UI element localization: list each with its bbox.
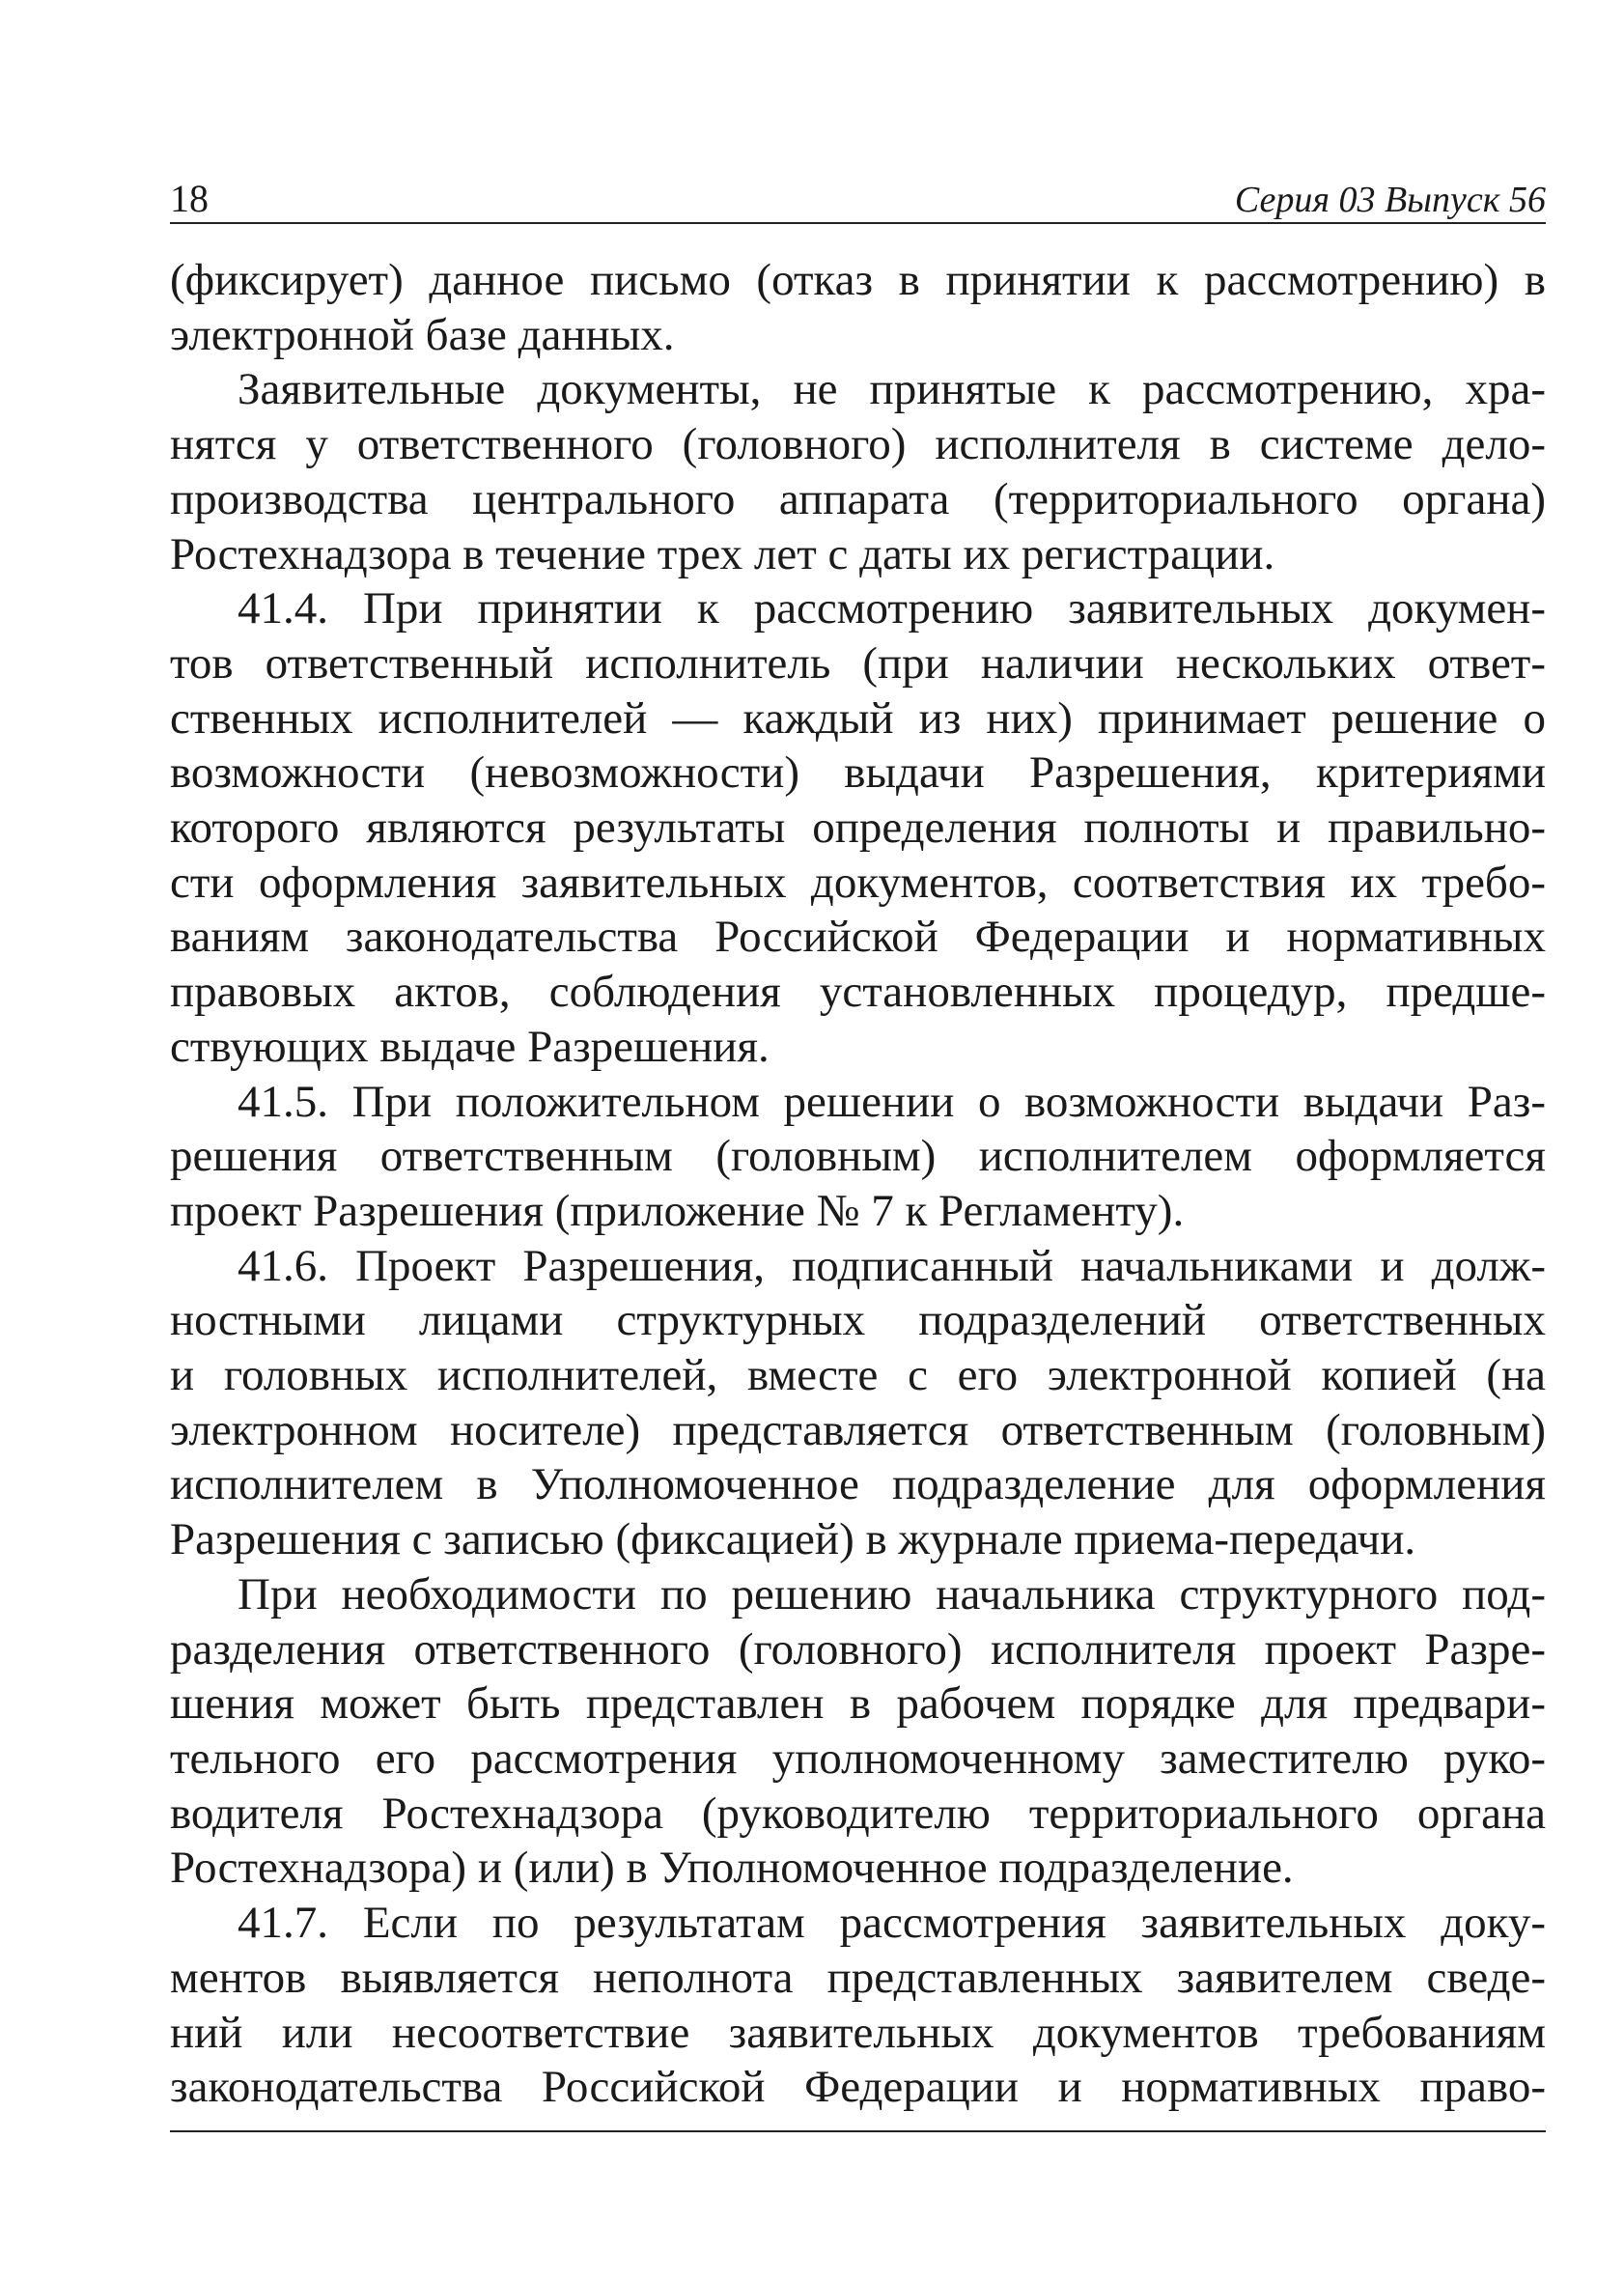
page-header [170,172,1546,224]
body-text [170,253,1546,2115]
text-line: 41.4. При принятии к рассмотрению заявительных докумен- [238,583,1546,634]
page-number: 18 [170,177,209,220]
text-line: (фиксирует) данное письмо (отказ в принятии к рассмотрению) в [170,255,1546,305]
text-line: сти оформления заявительных документов, соответствия их требо- [170,857,1546,908]
text-line: решения ответственным (головным) исполнителем оформляется [170,1131,1546,1182]
text-line: При необходимости по решению начальника структурного под- [238,1568,1546,1619]
text-line: Ростехнадзора в течение трех лет с даты их регистрации. [170,528,1275,579]
text-line: и головных исполнителей, вместе с его электронной копией (на [170,1350,1546,1401]
text-line: проект Разрешения (приложение № 7 к Регламенту). [170,1185,1185,1236]
text-line: электронном носителе) представляется ответственным (головным) [170,1404,1546,1455]
text-line: производства центрального аппарата (территориального органа) [170,473,1546,524]
footer-rule [170,2130,1546,2132]
text-line: разделения ответственного (головного) исполнителя проект Разре- [170,1623,1546,1675]
text-line: 41.6. Проект Разрешения, подписанный начальниками и долж- [238,1240,1546,1291]
text-line: 41.7. Если по результатам рассмотрения заявительных доку- [238,1898,1546,1949]
text-line: законодательства Российской Федерации и нормативных право- [170,2062,1546,2113]
text-line: ствующих выдаче Разрешения. [170,1021,770,1072]
paragraph [170,253,1546,362]
text-line: которого являются результаты определения полноты и правильно- [170,803,1546,854]
text-line: возможности (невозможности) выдачи Разрешения, критериями [170,747,1546,799]
paragraph [170,1567,1546,1896]
text-line: 41.5. При положительном решении о возможности выдачи Раз- [238,1076,1546,1127]
text-line: нятся у ответственного (головного) исполнителя в системе дело- [170,419,1546,470]
text-line: водителя Ростехнадзора (руководителю территориального органа [170,1788,1546,1839]
text-line: Разрешения с записью (фиксацией) в журнале приема-передачи. [170,1514,1416,1565]
paragraph [170,581,1546,1074]
paragraph [170,362,1546,581]
text-line: тельного его рассмотрения уполномоченному заместителю руко- [170,1732,1546,1784]
text-line: правовых актов, соблюдения установленных процедур, предше- [170,967,1546,1018]
text-line: ностными лицами структурных подразделений ответственных [170,1295,1546,1346]
text-line: Заявительные документы, не принятые к рассмотрению, хра- [238,364,1546,415]
text-line: электронной базе данных. [170,309,675,360]
text-line: Ростехнадзора) и (или) в Уполномоченное подразделение. [170,1843,1294,1894]
text-line: ственных исполнителей — каждый из них) принимает решение о [170,692,1546,744]
text-line: ваниям законодательства Российской Федерации и нормативных [170,912,1546,963]
running-head: Серия 03 Выпуск 56 [1234,180,1546,220]
text-line: тов ответственный исполнитель (при наличии нескольких ответ- [170,637,1546,689]
paragraph [170,1075,1546,1239]
text-line: ний или несоответствие заявительных документов требованиям [170,2007,1546,2058]
text-line: ментов выявляется неполнота представленных заявителем сведе- [170,1952,1546,2003]
paragraph [170,1239,1546,1567]
text-line: шения может быть представлен в рабочем порядке для предвари- [170,1678,1546,1730]
text-line: исполнителем в Уполномоченное подразделение для оформления [170,1459,1546,1510]
paragraph [170,1896,1546,2115]
